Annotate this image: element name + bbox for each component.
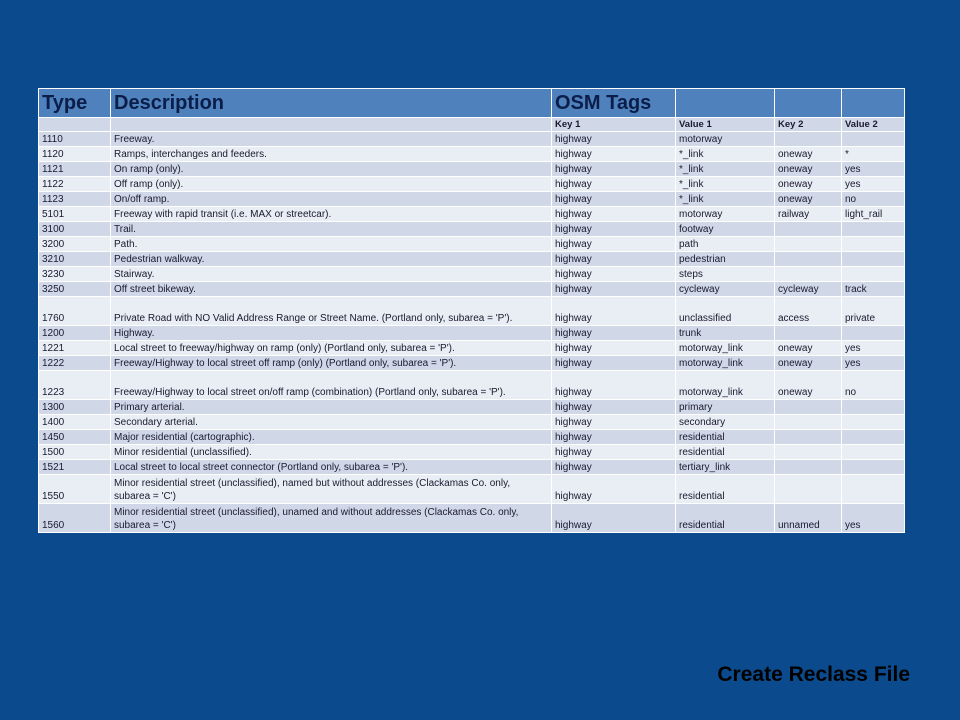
cell-value2 [842,132,905,147]
table-row [39,400,905,415]
cell-type: 3250 [39,282,111,297]
cell-value1: cycleway [676,282,775,297]
cell-key2 [775,400,842,415]
cell-value2 [842,252,905,267]
cell-key1: highway [552,237,676,252]
cell-key2 [775,326,842,341]
cell-key1: highway [552,267,676,282]
table-header-row [39,89,905,118]
cell-type: 3200 [39,237,111,252]
cell-value2 [842,222,905,237]
cell-type: 1221 [39,341,111,356]
cell-key2 [775,222,842,237]
cell-type: 3210 [39,252,111,267]
cell-value1: primary [676,400,775,415]
cell-type: 3230 [39,267,111,282]
cell-value2: yes [842,504,905,533]
header-osm-tags: OSM Tags [552,89,676,118]
cell-description: Minor residential (unclassified). [111,445,552,460]
cell-value2 [842,415,905,430]
cell-value2 [842,267,905,282]
cell-key2: access [775,297,842,326]
cell-value1: unclassified [676,297,775,326]
table-subheader-row [39,118,905,132]
subheader-empty [111,118,552,132]
cell-key2: cycleway [775,282,842,297]
cell-key1: highway [552,147,676,162]
cell-description: Secondary arterial. [111,415,552,430]
header-empty [842,89,905,118]
cell-key2 [775,132,842,147]
header-description: Description [111,89,552,118]
table-row [39,282,905,297]
cell-value2 [842,460,905,475]
cell-type: 1122 [39,177,111,192]
cell-key1: highway [552,371,676,400]
cell-key1: highway [552,356,676,371]
cell-key2 [775,475,842,504]
table-row [39,371,905,400]
cell-type: 1110 [39,132,111,147]
cell-value2 [842,400,905,415]
cell-type: 1550 [39,475,111,504]
cell-key2: railway [775,207,842,222]
cell-description: Freeway/Highway to local street on/off ramp (combination) (Portland only, subarea = 'P'). [111,371,552,400]
cell-description: Path. [111,237,552,252]
cell-description: Freeway/Highway to local street off ramp (only) (Portland only, subarea = 'P'). [111,356,552,371]
subheader-value1: Value 1 [676,118,775,132]
cell-value2: yes [842,356,905,371]
cell-value2 [842,237,905,252]
header-type: Type [39,89,111,118]
table-row [39,326,905,341]
cell-type: 1400 [39,415,111,430]
cell-key2: oneway [775,341,842,356]
cell-value1: trunk [676,326,775,341]
cell-key1: highway [552,415,676,430]
cell-value2: * [842,147,905,162]
cell-value2 [842,445,905,460]
cell-description: Stairway. [111,267,552,282]
cell-key2: oneway [775,147,842,162]
cell-value2: no [842,192,905,207]
cell-key1: highway [552,504,676,533]
table-row [39,430,905,445]
cell-key1: highway [552,475,676,504]
cell-key2 [775,252,842,267]
cell-key2: oneway [775,371,842,400]
cell-type: 1120 [39,147,111,162]
cell-description: Highway. [111,326,552,341]
table-row [39,415,905,430]
cell-type: 1521 [39,460,111,475]
cell-value1: residential [676,430,775,445]
table-row [39,177,905,192]
cell-description: Minor residential street (unclassified), named but without addresses (Clackamas Co. only, subarea = 'C') [111,475,552,504]
header-empty [676,89,775,118]
table-body [39,132,905,533]
cell-key2 [775,267,842,282]
cell-value1: residential [676,504,775,533]
table-row [39,192,905,207]
table-row [39,147,905,162]
cell-type: 1300 [39,400,111,415]
cell-key2: unnamed [775,504,842,533]
cell-value1: *_link [676,162,775,177]
cell-value1: residential [676,475,775,504]
cell-value2 [842,475,905,504]
cell-key1: highway [552,192,676,207]
table-row [39,297,905,326]
table-row [39,504,905,533]
cell-key1: highway [552,252,676,267]
cell-description: Private Road with NO Valid Address Range or Street Name. (Portland only, subarea = 'P'). [111,297,552,326]
cell-value1: tertiary_link [676,460,775,475]
table-row [39,252,905,267]
cell-type: 1123 [39,192,111,207]
cell-value1: *_link [676,177,775,192]
cell-value1: *_link [676,192,775,207]
cell-key2 [775,237,842,252]
cell-key1: highway [552,207,676,222]
cell-value1: motorway [676,132,775,147]
header-empty [775,89,842,118]
cell-value2: no [842,371,905,400]
cell-key1: highway [552,297,676,326]
cell-key1: highway [552,132,676,147]
cell-key2: oneway [775,162,842,177]
table-row [39,162,905,177]
cell-key1: highway [552,341,676,356]
cell-value1: pedestrian [676,252,775,267]
cell-type: 1560 [39,504,111,533]
cell-type: 5101 [39,207,111,222]
cell-key2: oneway [775,356,842,371]
cell-key2: oneway [775,177,842,192]
cell-description: Local street to local street connector (Portland only, subarea = 'P'). [111,460,552,475]
cell-value2: yes [842,341,905,356]
table-row [39,207,905,222]
cell-description: Minor residential street (unclassified), unamed and without addresses (Clackamas Co. only, subarea = 'C') [111,504,552,533]
cell-value2 [842,326,905,341]
cell-value1: residential [676,445,775,460]
subheader-key2: Key 2 [775,118,842,132]
cell-value1: motorway [676,207,775,222]
cell-description: Freeway. [111,132,552,147]
cell-value1: secondary [676,415,775,430]
cell-value1: motorway_link [676,371,775,400]
cell-value2: private [842,297,905,326]
cell-description: Pedestrian walkway. [111,252,552,267]
cell-value1: motorway_link [676,356,775,371]
cell-value2: yes [842,162,905,177]
cell-key1: highway [552,162,676,177]
subheader-key1: Key 1 [552,118,676,132]
cell-description: Major residential (cartographic). [111,430,552,445]
cell-value1: path [676,237,775,252]
cell-description: Trail. [111,222,552,237]
cell-type: 1222 [39,356,111,371]
cell-value1: *_link [676,147,775,162]
cell-key1: highway [552,222,676,237]
cell-key1: highway [552,177,676,192]
table-row [39,356,905,371]
cell-type: 1760 [39,297,111,326]
cell-key1: highway [552,282,676,297]
cell-description: Off ramp (only). [111,177,552,192]
cell-key1: highway [552,430,676,445]
cell-description: On/off ramp. [111,192,552,207]
cell-value2: yes [842,177,905,192]
table-row [39,222,905,237]
cell-key2: oneway [775,192,842,207]
table-row [39,341,905,356]
subheader-value2: Value 2 [842,118,905,132]
table-row [39,460,905,475]
cell-key2 [775,430,842,445]
cell-description: On ramp (only). [111,162,552,177]
cell-key1: highway [552,445,676,460]
cell-key2 [775,445,842,460]
cell-value1: steps [676,267,775,282]
cell-description: Freeway with rapid transit (i.e. MAX or streetcar). [111,207,552,222]
cell-description: Local street to freeway/highway on ramp (only) (Portland only, subarea = 'P'). [111,341,552,356]
cell-value2 [842,430,905,445]
cell-type: 1121 [39,162,111,177]
cell-key2 [775,415,842,430]
table-row [39,445,905,460]
cell-type: 1500 [39,445,111,460]
reclass-table [38,88,905,533]
cell-description: Off street bikeway. [111,282,552,297]
table-row [39,237,905,252]
cell-type: 1200 [39,326,111,341]
cell-key1: highway [552,460,676,475]
cell-key1: highway [552,400,676,415]
cell-key2 [775,460,842,475]
slide-title: Create Reclass File [717,663,910,686]
cell-description: Primary arterial. [111,400,552,415]
cell-type: 3100 [39,222,111,237]
cell-type: 1450 [39,430,111,445]
cell-value1: motorway_link [676,341,775,356]
cell-value2: track [842,282,905,297]
table-row [39,475,905,504]
cell-value1: footway [676,222,775,237]
table-row [39,267,905,282]
cell-value2: light_rail [842,207,905,222]
cell-description: Ramps, interchanges and feeders. [111,147,552,162]
cell-key1: highway [552,326,676,341]
cell-type: 1223 [39,371,111,400]
table-row [39,132,905,147]
subheader-empty [39,118,111,132]
